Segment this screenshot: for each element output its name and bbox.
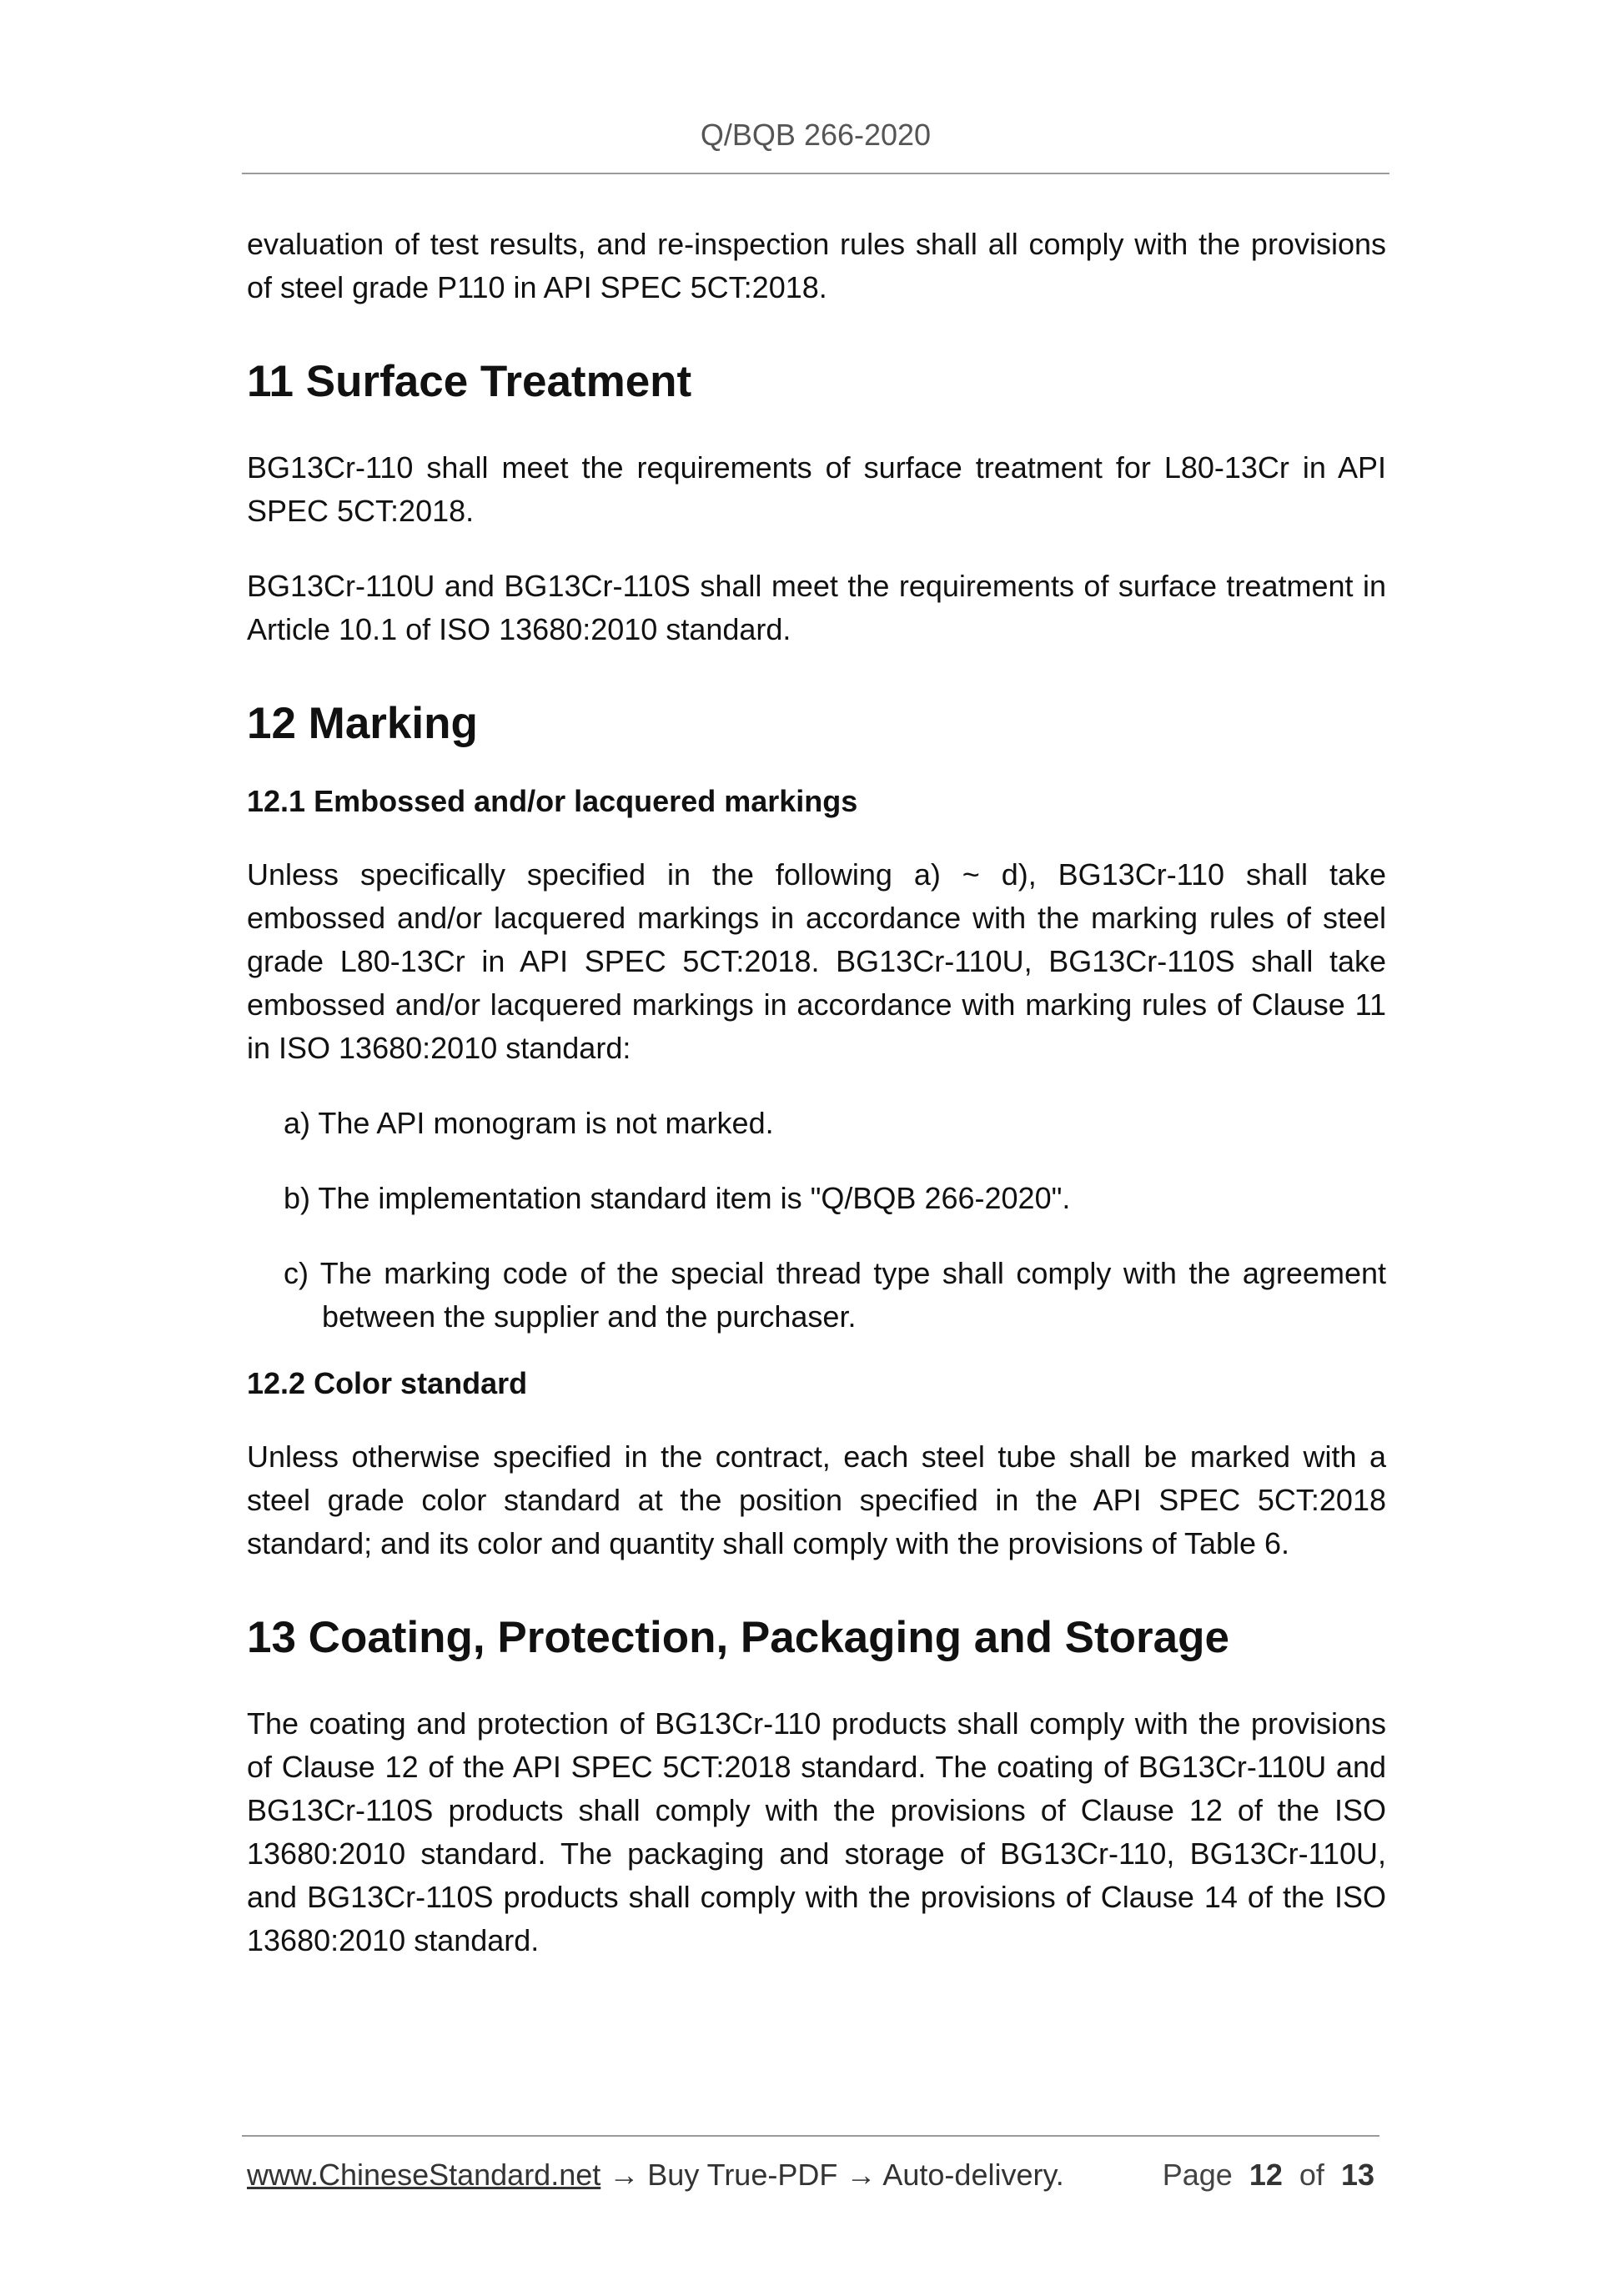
subsection-12-2-paragraph: Unless otherwise specified in the contract, each steel tube shall be marked with a steel grade color standard at the position specified in the API SPEC 5CT:2018 standard; and its color and quantity shall comply with the provisions of Table 6. <box>247 1439 1386 1560</box>
section-12 <box>247 695 1386 1565</box>
auto-delivery-text: Auto-delivery. <box>882 2158 1064 2192</box>
arrow-right-icon: → <box>609 2158 640 2192</box>
section-11-paragraph-2: BG13Cr-110U and BG13Cr-110S shall meet the requirements of surface treatment in Article 10.1 of ISO 13680:2010 standard. <box>247 569 1386 646</box>
page-header: Q/BQB 266-2020 <box>700 118 932 152</box>
section-13-heading: 13 Coating, Protection, Packaging and Storage <box>247 1613 1230 1662</box>
subsection-12-1-paragraph: Unless specifically specified in the following a) ~ d), BG13Cr-110 shall take embossed and/or lacquered markings in accordance with the marking rules of steel grade L80-13Cr in API SPEC 5CT:2018. BG13Cr-110U, BG13Cr-110S shall take embossed and/or lacquered markings in accordance with marking rules of Clause 11 in ISO 13680:2010 standard: <box>247 857 1386 1065</box>
page-footer <box>247 2152 1383 2198</box>
section-11-heading: 11 Surface Treatment <box>247 357 692 406</box>
site-link[interactable]: www.ChineseStandard.net <box>247 2158 601 2192</box>
page-label: Page <box>1162 2158 1233 2192</box>
page-total: 13 <box>1340 2158 1374 2192</box>
page-current: 12 <box>1249 2158 1283 2192</box>
subsection-12-1-heading: 12.1 Embossed and/or lacquered markings <box>247 784 858 818</box>
buy-true-pdf-text: Buy True-PDF <box>647 2158 838 2192</box>
page-content <box>247 223 1386 1994</box>
subsection-12-2-heading: 12.2 Color standard <box>247 1366 528 1400</box>
section-11-paragraph-1: BG13Cr-110 shall meet the requirements of surface treatment for L80-13Cr in API SPEC 5CT:2018. <box>247 450 1386 528</box>
marking-list <box>247 1102 1386 1339</box>
list-item: b) The implementation standard item is "Q/BQB 266-2020". <box>284 1181 1071 1215</box>
section-13 <box>247 1609 1386 1962</box>
subsection-12-1 <box>247 780 1386 1339</box>
intro-paragraph: evaluation of test results, and re-inspection rules shall all comply with the provisions of steel grade P110 in API SPEC 5CT:2018. <box>247 227 1386 304</box>
section-12-heading: 12 Marking <box>247 699 478 748</box>
section-11 <box>247 353 1386 651</box>
footer-divider <box>242 2135 1379 2137</box>
list-item: c) The marking code of the special thread type shall comply with the agreement between the supplier and the purchaser. <box>284 1256 1386 1334</box>
section-13-paragraph: The coating and protection of BG13Cr-110 products shall comply with the provisions of Clause 12 of the API SPEC 5CT:2018 standard. The coating of BG13Cr-110U and BG13Cr-110S products shall comply with the provisions of Clause 12 of the ISO 13680:2010 standard. The packaging and storage of BG13Cr-110, BG13Cr-110U, and BG13Cr-110S products shall comply with the provisions of Clause 14 of the ISO 13680:2010 standard. <box>247 1706 1386 1957</box>
of-label: of <box>1299 2158 1324 2192</box>
page-number <box>1163 2152 1374 2198</box>
subsection-12-2 <box>247 1362 1386 1565</box>
arrow-right-icon: → <box>846 2158 877 2192</box>
list-item: a) The API monogram is not marked. <box>284 1106 774 1140</box>
header-divider <box>242 173 1389 174</box>
footer-left <box>247 2152 1064 2198</box>
